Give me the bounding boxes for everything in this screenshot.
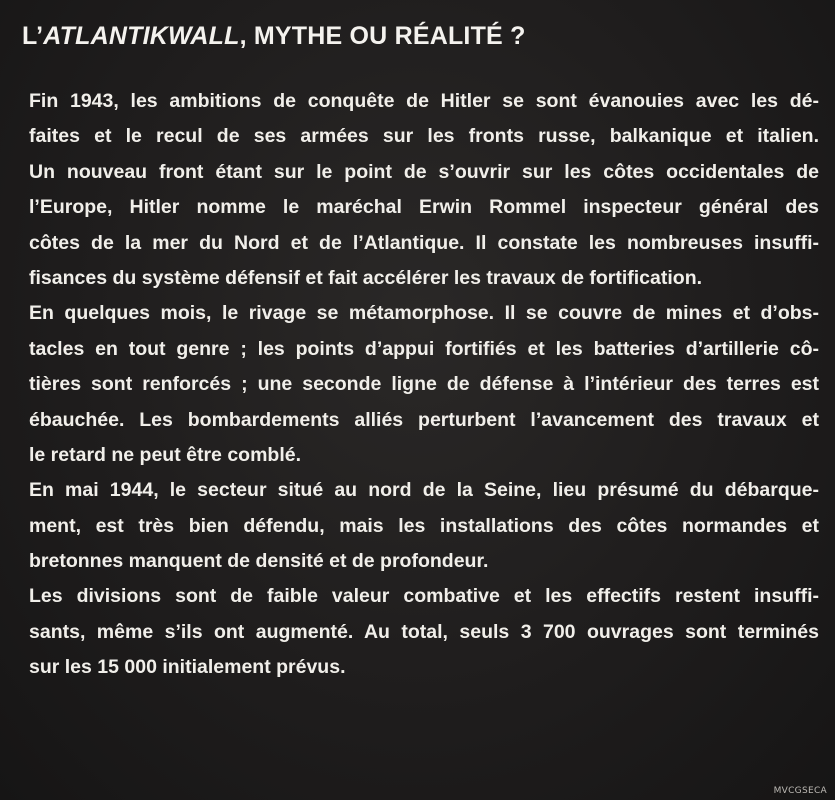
- text-line: sur les 15 000 initialement prévus.: [29, 656, 346, 679]
- text-line: côtes de la mer du Nord et de l’Atlantique. Il constate les nombreuses insuffi-: [29, 231, 819, 254]
- panel-title: [22, 22, 526, 51]
- text-line: En quelques mois, le rivage se métamorphose. Il se couvre de mines et d’obs-: [29, 302, 819, 325]
- text-line: ment, est très bien défendu, mais les installations des côtes normandes et: [29, 514, 819, 537]
- title-prefix: L’: [22, 22, 44, 50]
- title-suffix: , MYTHE OU RÉALITÉ ?: [239, 22, 526, 50]
- text-line: En mai 1944, le secteur situé au nord de la Seine, lieu présumé du débarque-: [29, 479, 819, 502]
- text-line: tacles en tout genre ; les points d’appui fortifiés et les batteries d’artillerie cô-: [29, 337, 819, 360]
- text-line: tières sont renforcés ; une seconde ligne de défense à l’intérieur des terres est: [29, 373, 819, 396]
- panel-body-text: [29, 84, 819, 686]
- text-line: ébauchée. Les bombardements alliés perturbent l’avancement des travaux et: [29, 408, 819, 431]
- text-line: bretonnes manquent de densité et de profondeur.: [29, 550, 489, 573]
- text-line: sants, même s’ils ont augmenté. Au total, seuls 3 700 ouvrages sont terminés: [29, 620, 819, 643]
- text-line: fisances du système défensif et fait accélérer les travaux de fortification.: [29, 266, 703, 289]
- text-line: l’Europe, Hitler nomme le maréchal Erwin Rommel inspecteur général des: [29, 196, 819, 219]
- text-line: Un nouveau front étant sur le point de s’ouvrir sur les côtes occidentales de: [29, 160, 819, 183]
- text-line: le retard ne peut être comblé.: [29, 443, 302, 466]
- photo-watermark: MVCGSECA: [773, 786, 827, 796]
- title-emphasis: ATLANTIKWALL: [43, 22, 240, 50]
- text-line: Fin 1943, les ambitions de conquête de Hitler se sont évanouies avec les dé-: [29, 90, 819, 112]
- text-line: Les divisions sont de faible valeur combative et les effectifs restent insuffi-: [29, 585, 819, 608]
- text-line: faites et le recul de ses armées sur les fronts russe, balkanique et italien.: [29, 125, 819, 148]
